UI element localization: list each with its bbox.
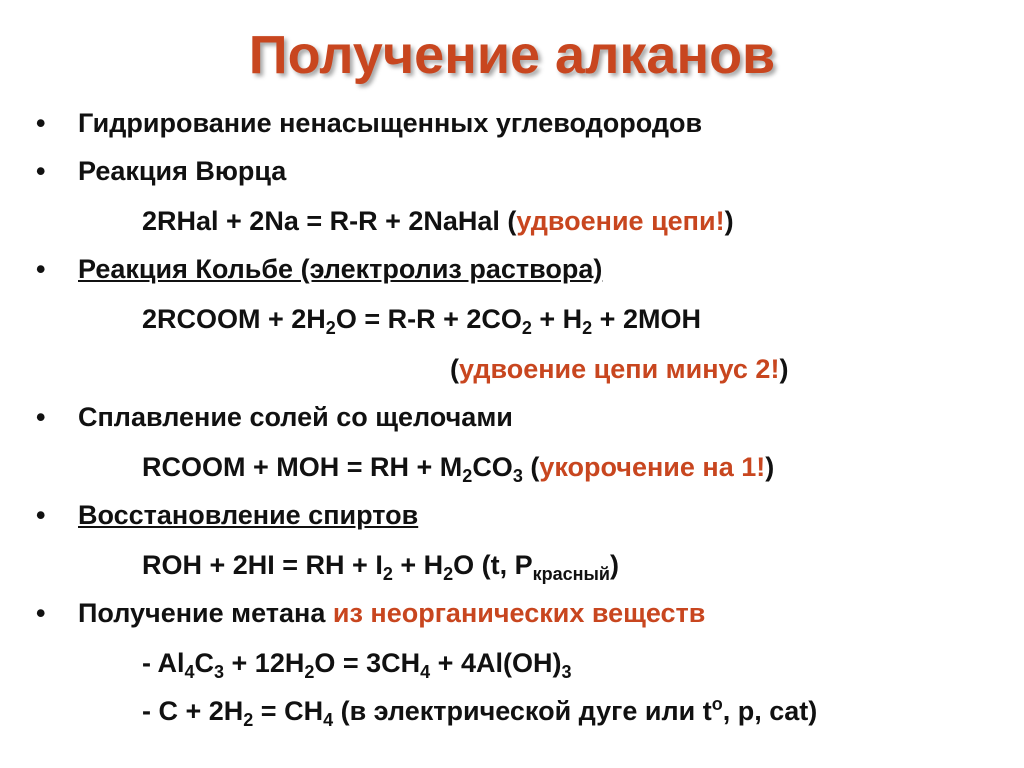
bullet-icon: • bbox=[36, 402, 46, 432]
eq-sub: 2 bbox=[521, 318, 532, 338]
eq-excl: ! bbox=[715, 206, 725, 236]
equation-kolbe-note bbox=[450, 352, 788, 386]
eq-text: O = 3CH bbox=[314, 648, 421, 678]
item-text-accent: из неорганических веществ bbox=[332, 598, 706, 628]
equation-wurtz bbox=[142, 204, 734, 238]
eq-text: RCOOM + MOH = RH + M bbox=[142, 452, 463, 482]
item-text-prefix: Получение метана bbox=[78, 598, 333, 628]
eq-sub: 3 bbox=[512, 466, 523, 486]
eq-text: O (t, P bbox=[453, 550, 533, 580]
eq-text: + 12H bbox=[224, 648, 305, 678]
item-text: Восстановление спиртов bbox=[78, 500, 419, 530]
equation-fusion bbox=[142, 450, 774, 484]
eq-text: = CH bbox=[253, 696, 324, 726]
eq-text: + 4Al(OH) bbox=[430, 648, 562, 678]
eq-sub: 2 bbox=[462, 466, 473, 486]
eq-sub: красный bbox=[532, 564, 610, 584]
eq-sub: 2 bbox=[582, 318, 593, 338]
eq-close: ) bbox=[724, 206, 734, 236]
equation-alcohols bbox=[142, 548, 619, 582]
eq-text: - Al bbox=[142, 648, 185, 678]
eq-text: (в электрической дуге или t bbox=[333, 696, 712, 726]
eq-close: ) bbox=[609, 550, 619, 580]
eq-sub: 4 bbox=[323, 710, 334, 730]
eq-note: удвоение цепи bbox=[516, 206, 716, 236]
eq-sub: 2 bbox=[325, 318, 336, 338]
eq-close: ) bbox=[779, 354, 789, 384]
bullet-icon: • bbox=[36, 108, 46, 138]
eq-text: C bbox=[194, 648, 215, 678]
eq-text: ( bbox=[522, 452, 540, 482]
bullet-icon: • bbox=[36, 598, 46, 628]
eq-text: 2RCOOM + 2H bbox=[142, 304, 326, 334]
eq-sub: 3 bbox=[561, 662, 572, 682]
eq-sub: 4 bbox=[420, 662, 431, 682]
eq-sub: 3 bbox=[214, 662, 225, 682]
eq-text: + H bbox=[531, 304, 583, 334]
eq-text: + H bbox=[392, 550, 444, 580]
item-text: Сплавление солей со щелочами bbox=[78, 402, 513, 432]
eq-sub: 2 bbox=[304, 662, 315, 682]
bullet-icon: • bbox=[36, 156, 46, 186]
eq-sub: 4 bbox=[184, 662, 195, 682]
eq-note: удвоение цепи минус 2 bbox=[459, 354, 771, 384]
eq-text: 2RHal + 2Na = R-R + 2NaHal ( bbox=[142, 206, 517, 236]
eq-text: - C + 2H bbox=[142, 696, 244, 726]
item-text bbox=[78, 596, 705, 630]
equation-methane-1 bbox=[142, 646, 571, 680]
eq-text: CO bbox=[472, 452, 513, 482]
eq-sub: 2 bbox=[443, 564, 454, 584]
equation-methane-2 bbox=[142, 694, 817, 728]
eq-text: + 2MOH bbox=[592, 304, 701, 334]
bullet-icon: • bbox=[36, 254, 46, 284]
eq-sup: o bbox=[711, 694, 723, 714]
eq-text: O = R-R + 2CO bbox=[335, 304, 522, 334]
eq-note: укорочение на 1 bbox=[539, 452, 757, 482]
eq-excl: ! bbox=[770, 354, 780, 384]
eq-open: ( bbox=[450, 354, 459, 384]
bullet-icon: • bbox=[36, 500, 46, 530]
slide-title: Получение алканов bbox=[248, 25, 776, 85]
eq-text: ROH + 2HI = RH + I bbox=[142, 550, 383, 580]
eq-sub: 2 bbox=[243, 710, 254, 730]
eq-excl: ! bbox=[756, 452, 766, 482]
eq-text: , p, cat) bbox=[722, 696, 818, 726]
eq-sub: 2 bbox=[382, 564, 393, 584]
item-text: Гидрирование ненасыщенных углеводородов bbox=[78, 108, 703, 138]
item-text: Реакция Вюрца bbox=[78, 156, 287, 186]
equation-kolbe bbox=[142, 302, 701, 336]
item-text: Реакция Кольбе (электролиз раствора) bbox=[78, 254, 603, 284]
eq-close: ) bbox=[765, 452, 775, 482]
